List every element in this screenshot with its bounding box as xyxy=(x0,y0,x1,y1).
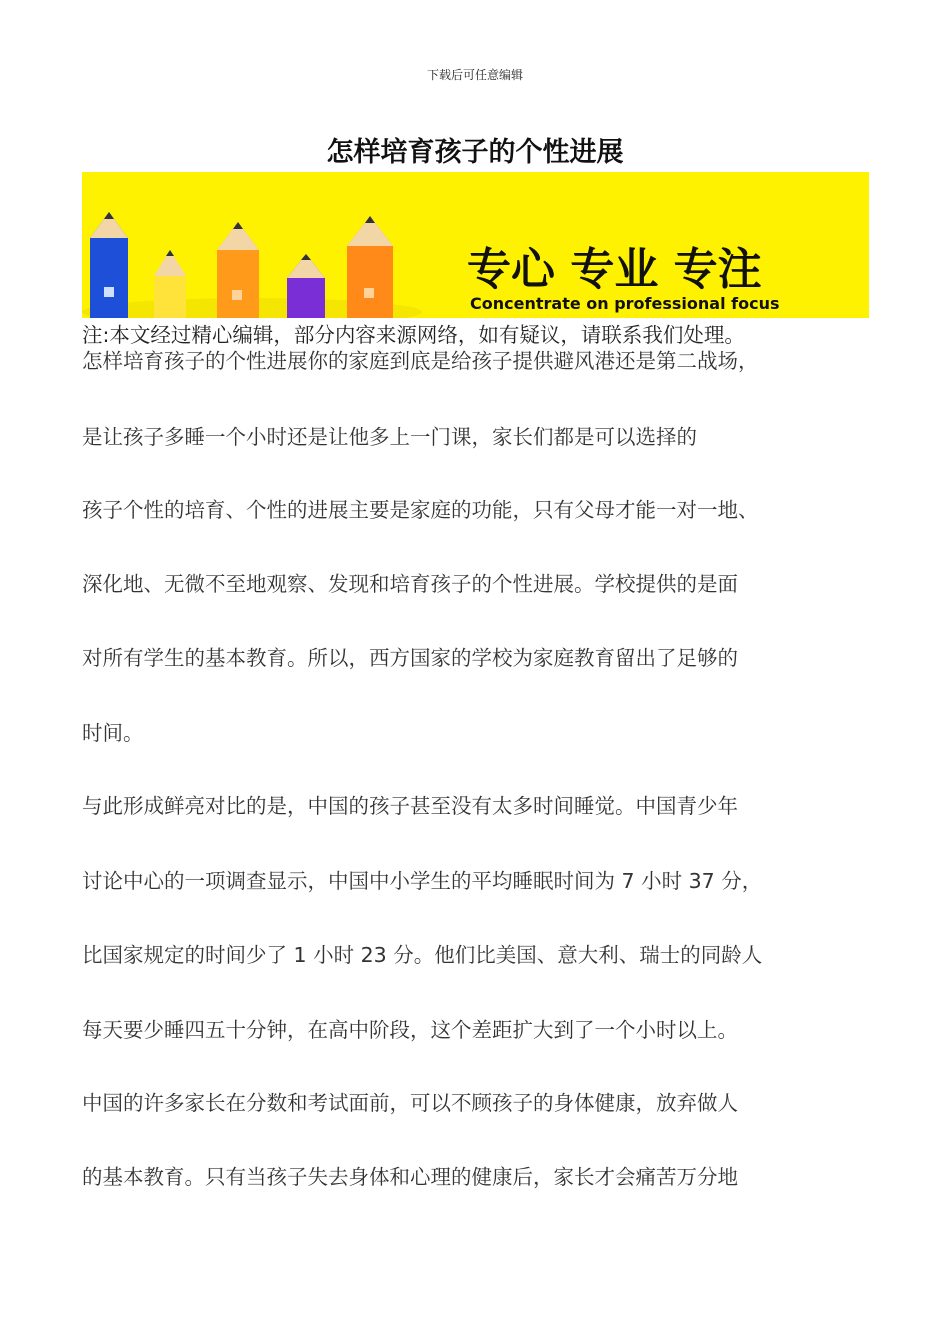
paragraph-line: 深化地、无微不至地观察、发现和培育孩子的个性进展。学校提供的是面 xyxy=(82,572,738,596)
paragraph-line: 与此形成鲜亮对比的是，中国的孩子甚至没有太多时间睡觉。中国青少年 xyxy=(82,794,738,818)
paragraph-line: 对所有学生的基本教育。所以，西方国家的学校为家庭教育留出了足够的 xyxy=(82,646,738,670)
paragraph-line: 怎样培育孩子的个性进展你的家庭到底是给孩子提供避风港还是第二战场， xyxy=(82,349,759,373)
paragraph-line: 讨论中心的一项调查显示，中国中小学生的平均睡眠时间为 7 小时 37 分， xyxy=(82,869,763,893)
header-note: 下载后可任意编辑 xyxy=(426,68,523,82)
paragraph-line: 每天要少睡四五十分钟，在高中阶段，这个差距扩大到了一个小时以上。 xyxy=(82,1018,738,1042)
paragraph-line: 比国家规定的时间少了 1 小时 23 分。他们比美国、意大利、瑞士的同龄人 xyxy=(82,943,763,967)
paragraph-line: 的基本教育。只有当孩子失去身体和心理的健康后，家长才会痛苦万分地 xyxy=(82,1165,738,1189)
banner-subline: Concentrate on professional focus xyxy=(470,294,780,313)
editor-note: 注:本文经过精心编辑，部分内容来源网络，如有疑议，请联系我们处理。 xyxy=(82,323,745,347)
paragraph-line: 中国的许多家长在分数和考试面前，可以不顾孩子的身体健康，放弃做人 xyxy=(82,1091,738,1115)
paragraph-line: 是让孩子多睡一个小时还是让他多上一门课，家长们都是可以选择的 xyxy=(82,425,697,449)
banner-headline: 专心 专业 专注 xyxy=(467,244,762,295)
banner-image xyxy=(82,172,869,318)
document-title: 怎样培育孩子的个性进展 xyxy=(326,137,624,168)
paragraph-line: 孩子个性的培育、个性的进展主要是家庭的功能，只有父母才能一对一地、 xyxy=(82,498,759,522)
paragraph-line: 时间。 xyxy=(82,721,144,745)
